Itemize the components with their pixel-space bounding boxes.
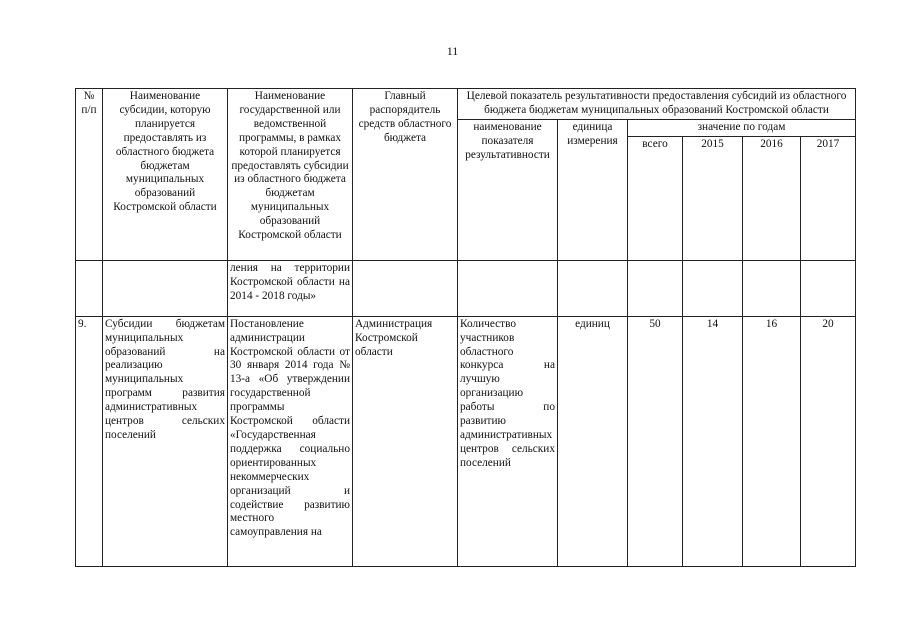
row-total: 50 — [628, 316, 683, 566]
subsidy-table — [75, 88, 856, 567]
row-unit: единиц — [558, 316, 628, 566]
row-manager: Администрация Костромской области — [353, 316, 458, 566]
continuation-program-text: ления на территории Костромской области на 2014 - 2018 годы» — [228, 260, 353, 316]
header-2016: 2016 — [743, 136, 801, 260]
header-2017: 2017 — [801, 136, 856, 260]
row-2017: 20 — [801, 316, 856, 566]
row-2015: 14 — [683, 316, 743, 566]
row-subsidy: Субсидии бюджетам муниципальных образований на реализацию муниципальных программ развития административных центров сельских поселений — [103, 316, 228, 566]
row-num: 9. — [76, 316, 103, 566]
header-values-group: значение по годам — [628, 119, 856, 136]
header-num: № п/п — [76, 89, 103, 261]
header-indicator-name: наименование показателя результативности — [458, 119, 558, 260]
continuation-row — [76, 260, 856, 316]
table-row — [76, 316, 856, 566]
header-program: Наименование государственной или ведомственной программы, в рамках которой планируется предоставлять субсидии из областного бюджета бюджетам муниципальных образований Костромской области — [228, 89, 353, 261]
row-2016: 16 — [743, 316, 801, 566]
header-unit: единица измерения — [558, 119, 628, 260]
row-indicator: Количество участников областного конкурса на лучшую организацию работы по развитию административных центров сельских поселений — [458, 316, 558, 566]
page-number: 11 — [446, 44, 459, 58]
header-manager: Главный распорядитель средств областного бюджета — [353, 89, 458, 261]
row-program: Постановление администрации Костромской области от 30 января 2014 года № 13-а «Об утверждении государственной программы Костромской области «Государственная поддержка социально ориентированных некоммерческих организаций и содействие развитию местного самоуправления на — [228, 316, 353, 566]
header-subsidy: Наименование субсидии, которую планируется предоставлять из областного бюджета бюджетам муниципальных образований Костромской области — [103, 89, 228, 261]
header-2015: 2015 — [683, 136, 743, 260]
header-row-1 — [76, 89, 856, 120]
header-total: всего — [628, 136, 683, 260]
header-target-group: Целевой показатель результативности предоставления субсидий из областного бюджета бюджетам муниципальных образований Костромской области — [458, 89, 856, 120]
